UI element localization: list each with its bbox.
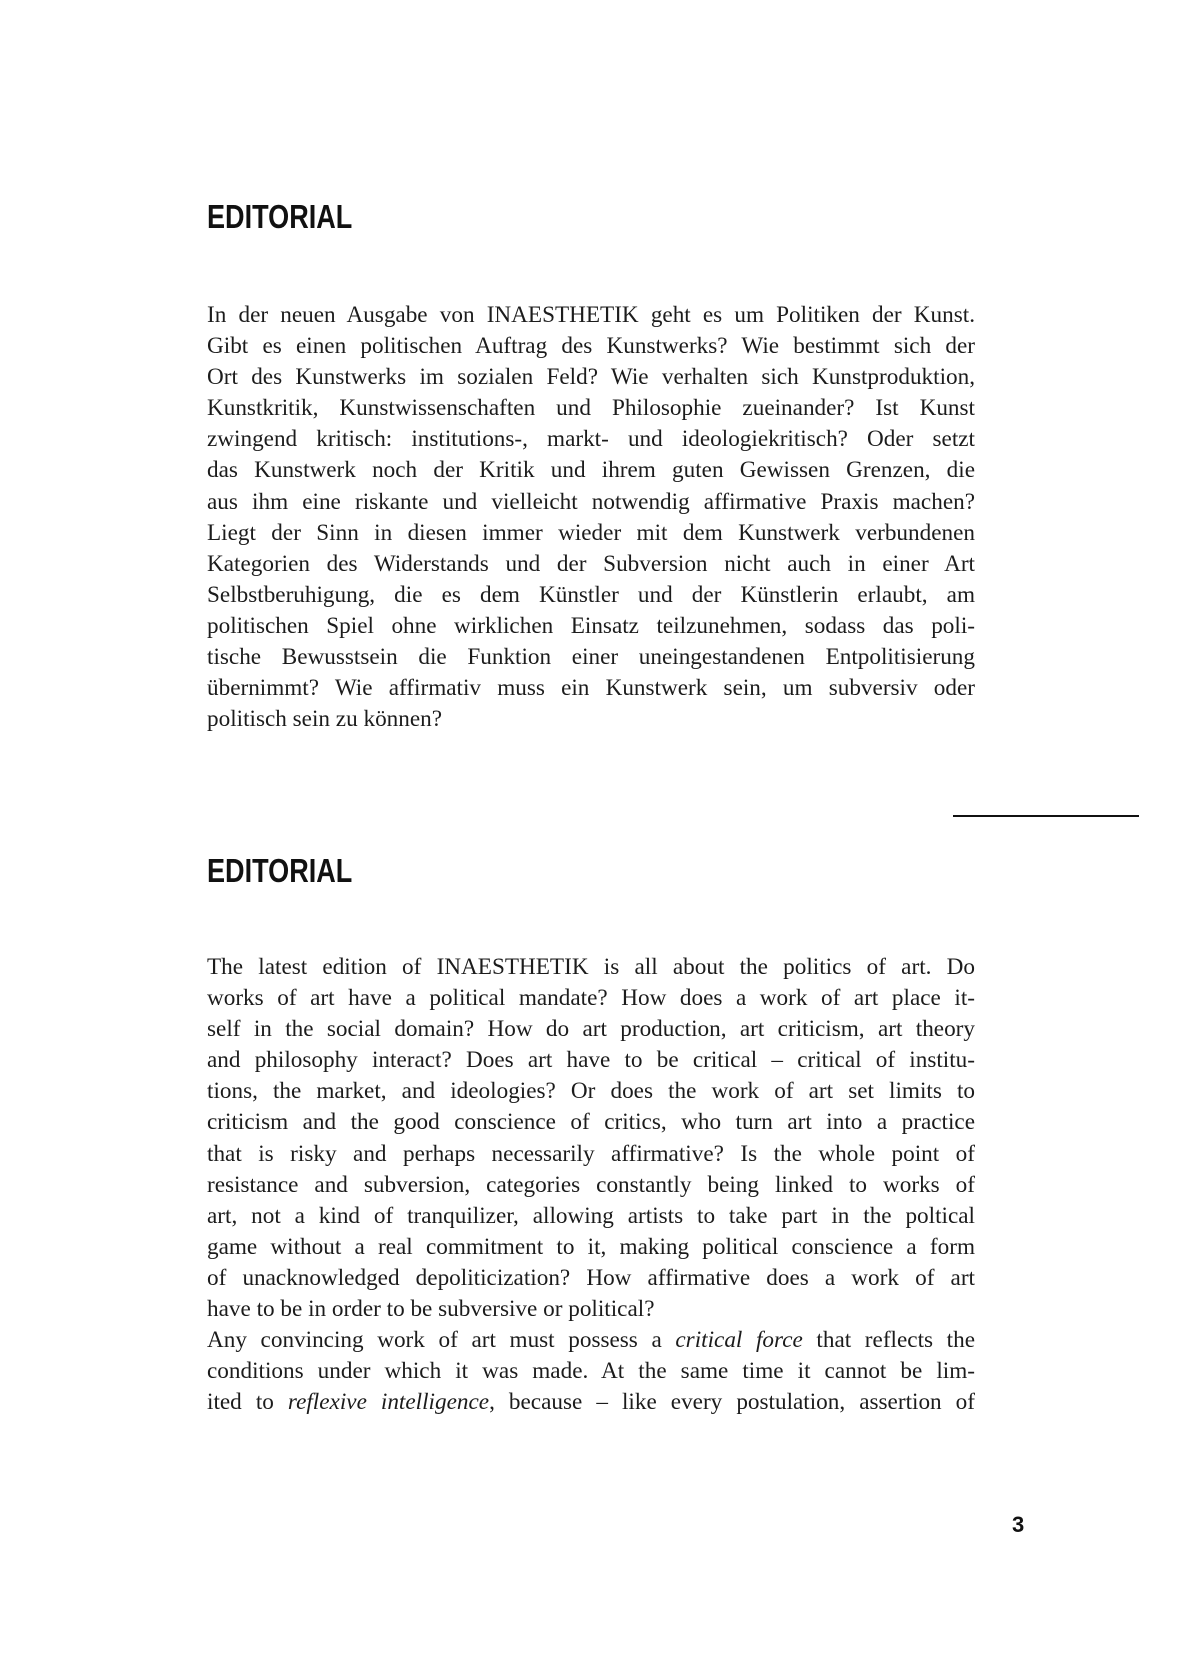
text-line: tions, the market, and ideologies? Or does the work of art set limits to <box>207 1078 975 1105</box>
text-line: resistance and subversion, categories constantly being linked to works of <box>207 1171 975 1198</box>
text-line: self in the social domain? How do art production, art criticism, art theory <box>207 1016 975 1043</box>
text-line: of unacknowledged depoliticization? How affirmative does a work of art <box>207 1264 975 1291</box>
text-line: have to be in order to be subversive or political? <box>207 1296 655 1323</box>
text-line: The latest edition of INAESTHETIK is all about the politics of art. Do <box>207 954 975 980</box>
text-line: game without a real commitment to it, making political conscience a form <box>207 1233 975 1260</box>
text-line: works of art have a political mandate? How does a work of art place it- <box>207 985 975 1012</box>
english-paragraph-1 <box>207 952 975 1325</box>
text-run: ited to <box>207 1389 288 1416</box>
text-line: zwingend kritisch: institutions-, markt- und ideologiekritisch? Oder setzt <box>207 426 975 453</box>
text-line: Kategorien des Widerstands und der Subversion nicht auch in einer Art <box>207 550 975 577</box>
text-line: Selbstberuhigung, die es dem Künstler und der Künstlerin erlaubt, am <box>207 581 975 608</box>
text-line <box>207 1325 975 1356</box>
german-editorial-body <box>207 300 975 735</box>
text-run: Any convincing work of art must possess a <box>207 1327 676 1354</box>
text-line: Kunstkritik, Kunstwissenschaften und Philosophie zueinander? Ist Kunst <box>207 395 975 422</box>
text-line: that is risky and perhaps necessarily affirmative? Is the whole point of <box>207 1140 975 1167</box>
german-editorial-heading: EDITORIAL <box>207 198 353 235</box>
text-line: aus ihm eine riskante und vielleicht notwendig affirmative Praxis machen? <box>207 488 975 515</box>
text-line: Gibt es einen politischen Auftrag des Kunstwerks? Wie bestimmt sich der <box>207 333 975 360</box>
text-line: politischen Spiel ohne wirklichen Einsatz teilzunehmen, sodass das poli- <box>207 612 975 639</box>
text-line: übernimmt? Wie affirmativ muss ein Kunstwerk sein, um subversiv oder <box>207 675 975 702</box>
emphasis-critical-force: critical force <box>675 1327 803 1354</box>
english-editorial-body <box>207 952 975 1418</box>
text-line: das Kunstwerk noch der Kritik und ihrem guten Gewissen Grenzen, die <box>207 457 975 484</box>
text-run: , because – like every postulation, assertion of <box>489 1389 976 1416</box>
page-number: 3 <box>1012 1512 1025 1537</box>
text-line: Ort des Kunstwerks im sozialen Feld? Wie verhalten sich Kunstproduktion, <box>207 364 975 391</box>
english-editorial-heading: EDITORIAL <box>207 852 353 889</box>
german-paragraph <box>207 300 975 735</box>
text-run: that reflects the <box>802 1327 975 1354</box>
text-line: conditions under which it was made. At the same time it cannot be lim- <box>207 1358 975 1385</box>
text-line: In der neuen Ausgabe von INAESTHETIK geht es um Politiken der Kunst. <box>207 302 975 328</box>
text-line: art, not a kind of tranquilizer, allowing artists to take part in the poltical <box>207 1202 975 1229</box>
text-line: and philosophy interact? Does art have to be critical – critical of institu- <box>207 1047 975 1074</box>
text-line: tische Bewusstsein die Funktion einer uneingestandenen Entpolitisierung <box>207 644 975 671</box>
english-paragraph-2 <box>207 1325 975 1418</box>
section-divider-rule <box>953 815 1139 817</box>
emphasis-reflexive-intelligence: reflexive intelligence <box>287 1389 490 1416</box>
text-line <box>207 1387 975 1418</box>
text-line: criticism and the good conscience of critics, who turn art into a practice <box>207 1109 975 1136</box>
text-line: Liegt der Sinn in diesen immer wieder mit dem Kunstwerk verbundenen <box>207 519 975 546</box>
text-line: politisch sein zu können? <box>207 706 443 733</box>
